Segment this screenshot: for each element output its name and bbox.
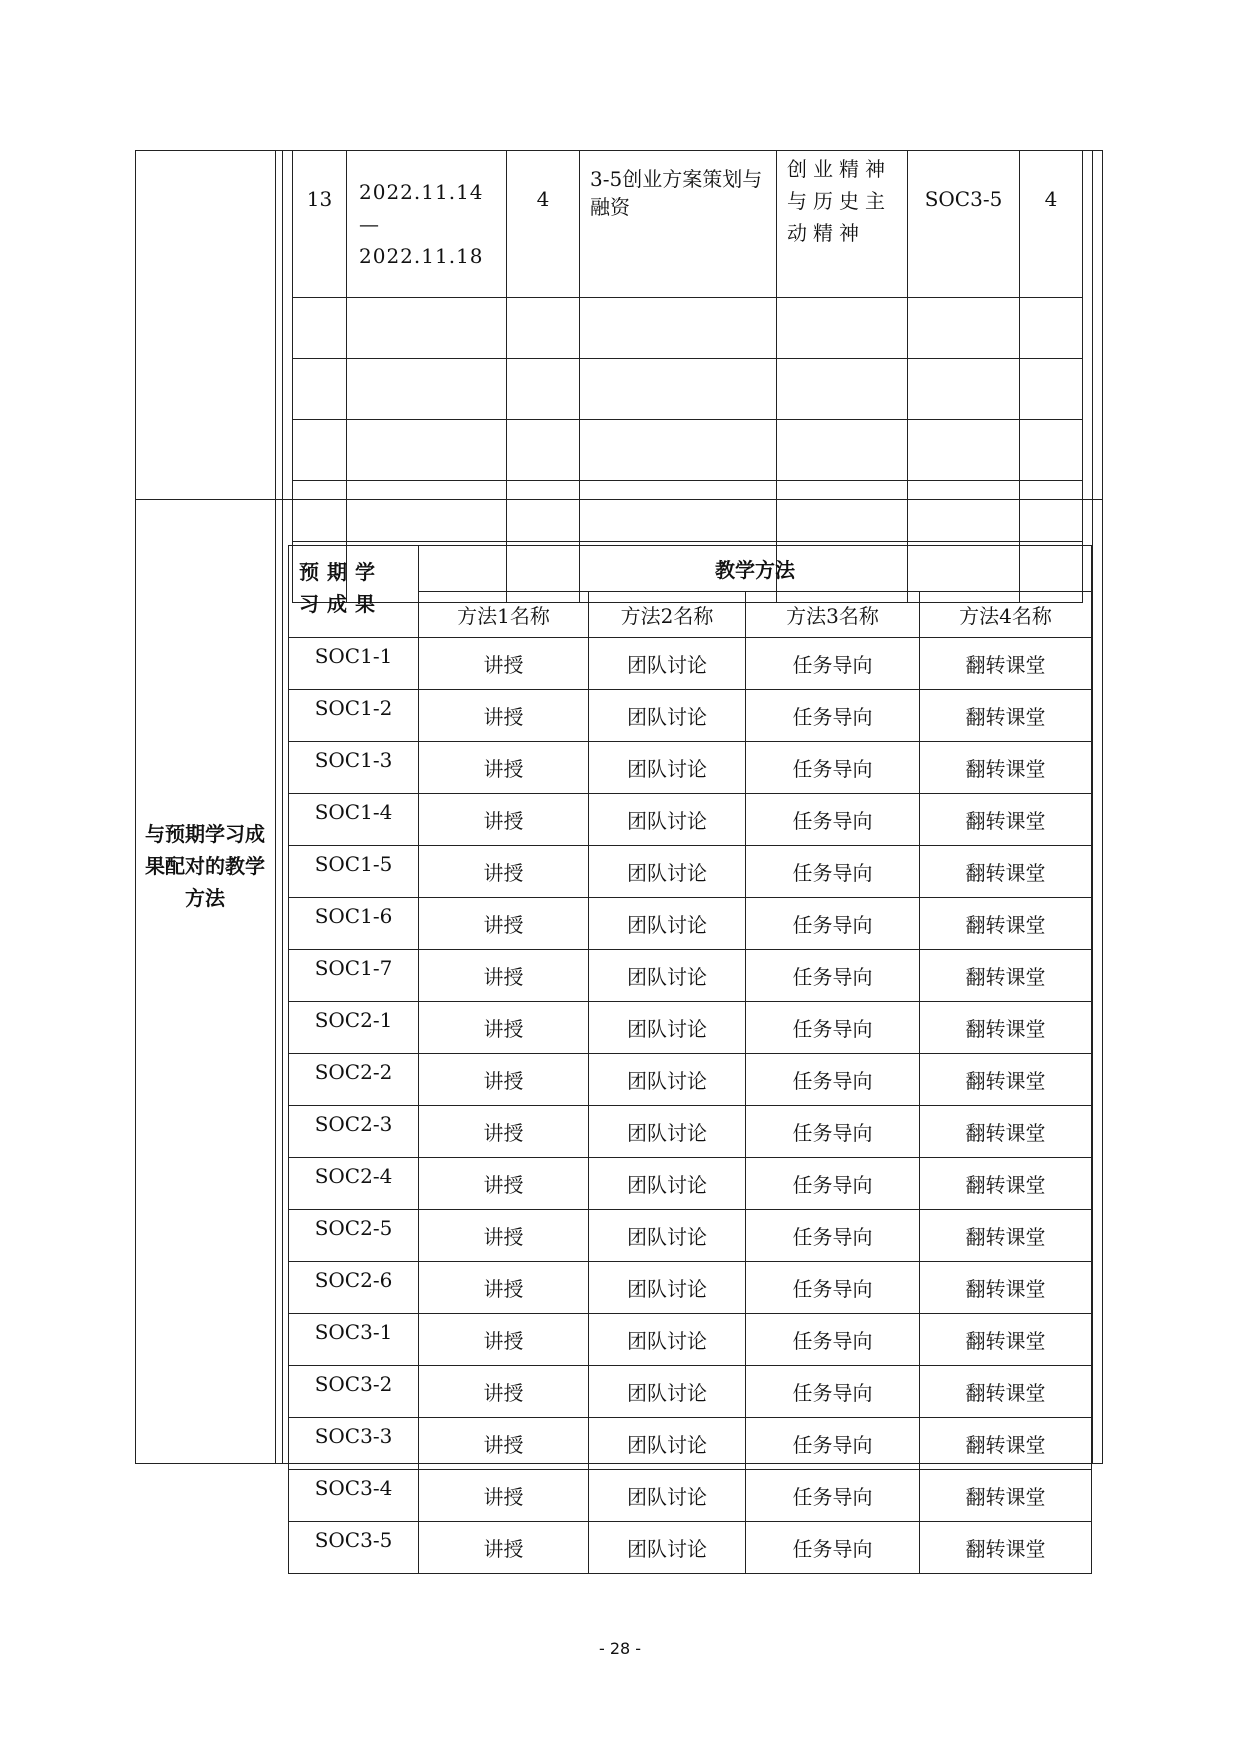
method-1-cell: 讲授 (419, 898, 589, 950)
outer-frame-right-inner (1092, 150, 1093, 1464)
outcome-code: SOC3-1 (289, 1314, 419, 1366)
methods-row (289, 846, 1092, 898)
outcome-code: SOC1-7 (289, 950, 419, 1002)
method-4-cell: 翻转课堂 (920, 950, 1092, 1002)
outer-frame-divider-1 (275, 150, 276, 1464)
method-4-cell: 翻转课堂 (920, 1106, 1092, 1158)
schedule-row (293, 481, 1083, 542)
spirit-cell (777, 420, 908, 481)
date-cell (347, 151, 507, 298)
outcome-cell (908, 359, 1020, 420)
count-cell (1020, 420, 1083, 481)
methods-row (289, 1210, 1092, 1262)
outcome-code: SOC1-3 (289, 742, 419, 794)
method-4-cell: 翻转课堂 (920, 1002, 1092, 1054)
topic-cell (580, 298, 777, 359)
methods-table (288, 545, 1092, 1574)
method-1-cell: 讲授 (419, 1106, 589, 1158)
methods-row (289, 1002, 1092, 1054)
hours-cell (507, 481, 580, 542)
outcome-code: SOC2-2 (289, 1054, 419, 1106)
week-cell (293, 359, 347, 420)
outer-frame-left (135, 150, 136, 1464)
page-number: - 28 - (598, 1639, 642, 1658)
schedule-row (293, 420, 1083, 481)
method-1-cell: 讲授 (419, 742, 589, 794)
method-1-cell: 讲授 (419, 1418, 589, 1470)
method-1-cell: 讲授 (419, 1470, 589, 1522)
date-cell (347, 359, 507, 420)
method-3-cell: 任务导向 (746, 1262, 920, 1314)
method-4-cell: 翻转课堂 (920, 1522, 1092, 1574)
outcome-code: SOC3-5 (289, 1522, 419, 1574)
method-4-cell: 翻转课堂 (920, 1054, 1092, 1106)
count-cell: 4 (1020, 151, 1083, 298)
date-start: 2022.11.14 (359, 180, 484, 204)
method-2-cell: 团队讨论 (589, 690, 746, 742)
header-methods: 教学方法 (419, 546, 1092, 592)
method-1-cell: 讲授 (419, 846, 589, 898)
outcome-cell (908, 481, 1020, 542)
method-1-cell: 讲授 (419, 1366, 589, 1418)
methods-row (289, 690, 1092, 742)
method-4-cell: 翻转课堂 (920, 1210, 1092, 1262)
method-name-4: 方法4名称 (920, 592, 1092, 638)
methods-row (289, 898, 1092, 950)
count-cell (1020, 298, 1083, 359)
hours-cell (507, 420, 580, 481)
topic-cell (580, 481, 777, 542)
method-1-cell: 讲授 (419, 1002, 589, 1054)
topic-cell: 3-5创业方案策划与融资 (580, 151, 777, 298)
date-dash: — (359, 212, 380, 236)
method-3-cell: 任务导向 (746, 898, 920, 950)
method-4-cell: 翻转课堂 (920, 794, 1092, 846)
method-3-cell: 任务导向 (746, 950, 920, 1002)
date-end: 2022.11.18 (359, 244, 484, 268)
date-cell (347, 481, 507, 542)
method-2-cell: 团队讨论 (589, 1418, 746, 1470)
method-4-cell: 翻转课堂 (920, 1470, 1092, 1522)
method-1-cell: 讲授 (419, 1054, 589, 1106)
method-3-cell: 任务导向 (746, 846, 920, 898)
method-1-cell: 讲授 (419, 690, 589, 742)
week-cell (293, 481, 347, 542)
methods-row (289, 742, 1092, 794)
method-3-cell: 任务导向 (746, 690, 920, 742)
methods-row (289, 1314, 1092, 1366)
method-2-cell: 团队讨论 (589, 1054, 746, 1106)
schedule-row (293, 359, 1083, 420)
method-name-3: 方法3名称 (746, 592, 920, 638)
outcome-code: SOC1-4 (289, 794, 419, 846)
method-3-cell: 任务导向 (746, 1002, 920, 1054)
outcome-code: SOC2-6 (289, 1262, 419, 1314)
method-2-cell: 团队讨论 (589, 1158, 746, 1210)
schedule-row (293, 298, 1083, 359)
outcome-code: SOC1-5 (289, 846, 419, 898)
method-4-cell: 翻转课堂 (920, 846, 1092, 898)
method-3-cell: 任务导向 (746, 1470, 920, 1522)
methods-row (289, 638, 1092, 690)
method-3-cell: 任务导向 (746, 1106, 920, 1158)
header-outcome: 预期学习成果 (289, 546, 419, 638)
method-name-2: 方法2名称 (589, 592, 746, 638)
method-3-cell: 任务导向 (746, 794, 920, 846)
week-cell (293, 298, 347, 359)
methods-row (289, 1054, 1092, 1106)
method-1-cell: 讲授 (419, 638, 589, 690)
date-cell (347, 298, 507, 359)
method-4-cell: 翻转课堂 (920, 638, 1092, 690)
outcome-cell (908, 420, 1020, 481)
outcome-code: SOC3-4 (289, 1470, 419, 1522)
method-4-cell: 翻转课堂 (920, 898, 1092, 950)
count-cell (1020, 481, 1083, 542)
method-2-cell: 团队讨论 (589, 1314, 746, 1366)
methods-row (289, 1522, 1092, 1574)
spirit-cell (777, 359, 908, 420)
outcome-code: SOC2-5 (289, 1210, 419, 1262)
outcome-code: SOC3-2 (289, 1366, 419, 1418)
method-1-cell: 讲授 (419, 1314, 589, 1366)
spirit-cell (777, 481, 908, 542)
outcome-code: SOC2-3 (289, 1106, 419, 1158)
outer-frame-divider-2 (282, 150, 283, 1464)
methods-row (289, 1418, 1092, 1470)
outcome-code: SOC1-6 (289, 898, 419, 950)
method-1-cell: 讲授 (419, 1262, 589, 1314)
outer-frame-right (1102, 150, 1103, 1464)
week-cell: 13 (293, 151, 347, 298)
method-3-cell: 任务导向 (746, 1158, 920, 1210)
method-1-cell: 讲授 (419, 1158, 589, 1210)
spirit-cell (777, 298, 908, 359)
method-4-cell: 翻转课堂 (920, 1262, 1092, 1314)
methods-row (289, 1366, 1092, 1418)
method-2-cell: 团队讨论 (589, 742, 746, 794)
method-2-cell: 团队讨论 (589, 1262, 746, 1314)
method-2-cell: 团队讨论 (589, 846, 746, 898)
method-4-cell: 翻转课堂 (920, 1418, 1092, 1470)
count-cell (1020, 359, 1083, 420)
outcome-code: SOC1-2 (289, 690, 419, 742)
method-3-cell: 任务导向 (746, 1314, 920, 1366)
spirit-cell: 创业精神与历史主动精神 (777, 151, 908, 298)
hours-cell (507, 359, 580, 420)
method-4-cell: 翻转课堂 (920, 690, 1092, 742)
method-2-cell: 团队讨论 (589, 638, 746, 690)
outcome-code: SOC2-4 (289, 1158, 419, 1210)
methods-row (289, 1106, 1092, 1158)
method-4-cell: 翻转课堂 (920, 1366, 1092, 1418)
method-2-cell: 团队讨论 (589, 1522, 746, 1574)
method-2-cell: 团队讨论 (589, 794, 746, 846)
method-4-cell: 翻转课堂 (920, 742, 1092, 794)
method-3-cell: 任务导向 (746, 1366, 920, 1418)
outcome-code: SOC3-3 (289, 1418, 419, 1470)
method-4-cell: 翻转课堂 (920, 1158, 1092, 1210)
method-3-cell: 任务导向 (746, 742, 920, 794)
outcome-code: SOC1-1 (289, 638, 419, 690)
method-1-cell: 讲授 (419, 1522, 589, 1574)
methods-row (289, 1158, 1092, 1210)
method-3-cell: 任务导向 (746, 1522, 920, 1574)
method-4-cell: 翻转课堂 (920, 1314, 1092, 1366)
method-2-cell: 团队讨论 (589, 1470, 746, 1522)
hours-cell: 4 (507, 151, 580, 298)
method-3-cell: 任务导向 (746, 1054, 920, 1106)
hours-cell (507, 298, 580, 359)
method-2-cell: 团队讨论 (589, 898, 746, 950)
methods-row (289, 794, 1092, 846)
schedule-row (293, 151, 1083, 298)
method-name-1: 方法1名称 (419, 592, 589, 638)
outcome-cell (908, 298, 1020, 359)
methods-row (289, 1470, 1092, 1522)
methods-row (289, 950, 1092, 1002)
method-3-cell: 任务导向 (746, 638, 920, 690)
method-2-cell: 团队讨论 (589, 1210, 746, 1262)
outcome-code: SOC2-1 (289, 1002, 419, 1054)
method-1-cell: 讲授 (419, 794, 589, 846)
outcome-cell: SOC3-5 (908, 151, 1020, 298)
method-1-cell: 讲授 (419, 1210, 589, 1262)
method-2-cell: 团队讨论 (589, 1366, 746, 1418)
method-2-cell: 团队讨论 (589, 950, 746, 1002)
section-label: 与预期学习成果配对的教学方法 (145, 822, 265, 910)
methods-row (289, 1262, 1092, 1314)
topic-cell (580, 359, 777, 420)
date-cell (347, 420, 507, 481)
method-3-cell: 任务导向 (746, 1210, 920, 1262)
method-2-cell: 团队讨论 (589, 1106, 746, 1158)
topic-cell (580, 420, 777, 481)
method-1-cell: 讲授 (419, 950, 589, 1002)
method-2-cell: 团队讨论 (589, 1002, 746, 1054)
method-3-cell: 任务导向 (746, 1418, 920, 1470)
week-cell (293, 420, 347, 481)
schedule-table (292, 150, 1083, 603)
